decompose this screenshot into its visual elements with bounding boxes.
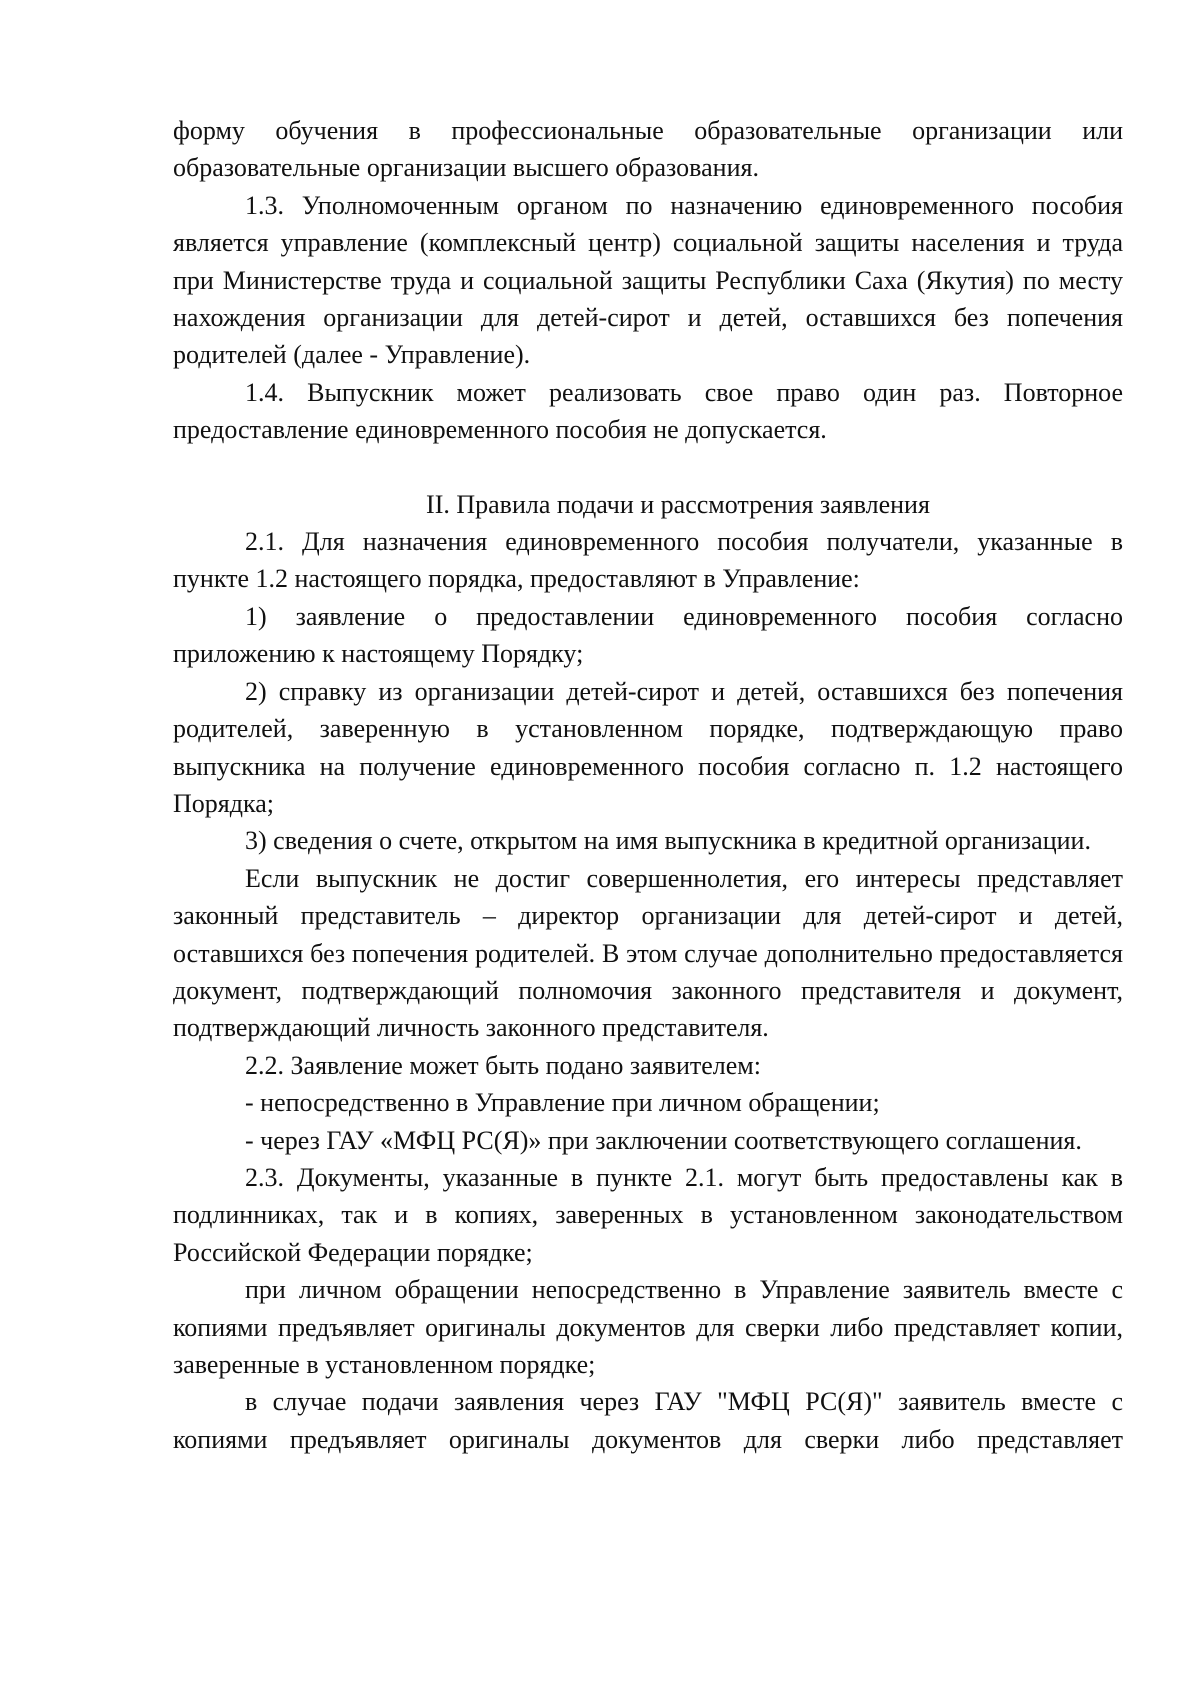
paragraph-personal-visit: при личном обращении непосредственно в Управление заявитель вместе с копиями предъявляет оригиналы документов для сверки либо представляет копии, заверенные в установленном порядке;	[173, 1275, 1123, 1379]
paragraph-1-3: 1.3. Уполномоченным органом по назначению единовременного пособия является управление (комплексный центр) социальной защиты населения и труда при Министерстве труда и социальной защиты Республики Саха (Якутия) по месту нахождения организации для детей-сирот и детей, оставшихся без попечения родителей (далее - Управление).	[173, 190, 1123, 370]
paragraph-continuation: форму обучения в профессиональные образовательные организации или образовательные организации высшего образования.	[173, 116, 1123, 183]
list-item-3: 3) сведения о счете, открытом на имя выпускника в кредитной организации.	[245, 826, 1091, 856]
section-heading: II. Правила подачи и рассмотрения заявления	[426, 489, 930, 519]
dash-item-2: - через ГАУ «МФЦ РС(Я)» при заключении соответствующего соглашения.	[245, 1125, 1082, 1155]
paragraph-1-4: 1.4. Выпускник может реализовать свое право один раз. Повторное предоставление единовременного пособия не допускается.	[173, 377, 1123, 445]
paragraph-mfc-submission: в случае подачи заявления через ГАУ "МФЦ РС(Я)" заявитель вместе с копиями предъявляет оригиналы документов для сверки либо представляет	[173, 1387, 1123, 1454]
section-spacer	[173, 449, 1123, 486]
paragraph-2-1: 2.1. Для назначения единовременного пособия получатели, указанные в пункте 1.2 настоящего порядка, предоставляют в Управление:	[173, 527, 1123, 594]
paragraph-2-3: 2.3. Документы, указанные в пункте 2.1. могут быть предоставлены как в подлинниках, так и в копиях, заверенных в установленном законодательством Российской Федерации порядке;	[173, 1162, 1123, 1267]
dash-item-1: - непосредственно в Управление при личном обращении;	[245, 1088, 880, 1118]
list-item-2: 2) справку из организации детей-сирот и детей, оставшихся без попечения родителей, заверенную в установленном порядке, подтверждающую право выпускника на получение единовременного пособия согласно п. 1.2 настоящего Порядка;	[173, 676, 1123, 818]
list-item-1: 1) заявление о предоставлении единовременного пособия согласно приложению к настоящему Порядку;	[173, 601, 1123, 669]
paragraph-2-2: 2.2. Заявление может быть подано заявителем:	[245, 1050, 761, 1080]
document-page	[173, 112, 1123, 1458]
paragraph-minor-applicant: Если выпускник не достиг совершеннолетия, его интересы представляет законный представитель – директор организации для детей-сирот и детей, оставшихся без попечения родителей. В этом случае дополнительно предоставляется документ, подтверждающий полномочия законного представителя и документ, подтверждающий личность законного представителя.	[173, 863, 1123, 1043]
